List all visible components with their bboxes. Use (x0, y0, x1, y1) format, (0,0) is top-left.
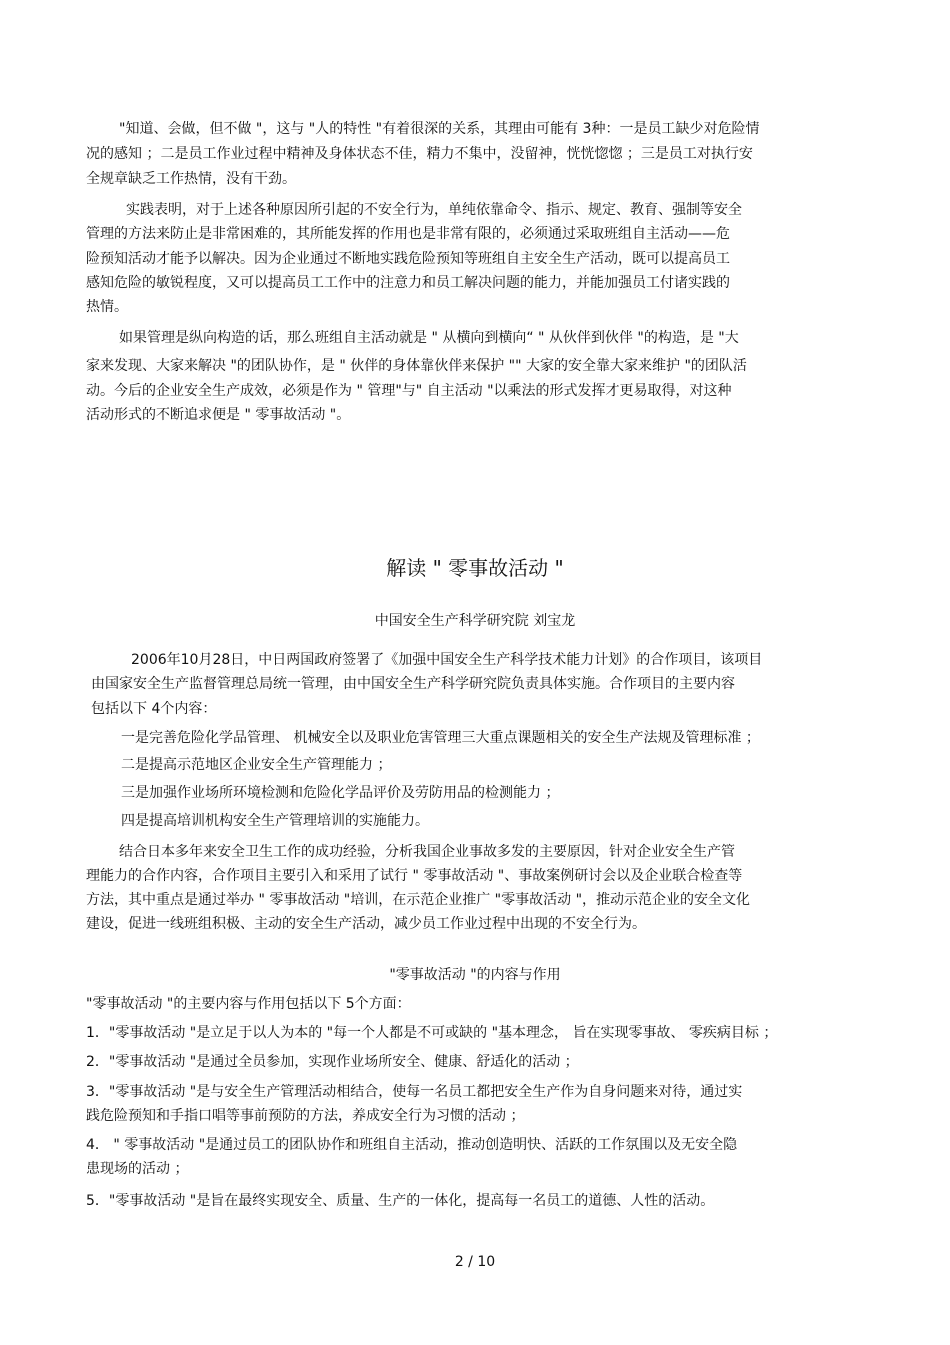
intro-p3-line-2: 家来发现、大家来解决 "的团队协作，是 " 伙伴的身体靠伙伴来保护 "" 大家的安全靠大家来维护 "的团队活 (86, 358, 747, 374)
article-p1-line-1: 2006年10月28日，中日两国政府签署了《加强中国安全生产科学技术能力计划》的合作项目，该项目 (131, 652, 763, 668)
article-p2-line-2: 理能力的合作内容，合作项目主要引入和采用了试行 " 零事故活动 "、事故案例研讨会以及企业联合检查等 (86, 868, 743, 884)
article-title: 解读 " 零事故活动 " (386, 556, 564, 580)
article-p2-line-3: 方法，其中重点是通过举办 " 零事故活动 "培训，在示范企业推广 "零事故活动 "，推动示范企业的安全文化 (86, 892, 751, 908)
point-5: 5．"零事故活动 "是旨在最终实现安全、质量、生产的一体化，提高每一名员工的道德、人性的活动。 (86, 1193, 715, 1209)
intro-p3-line-3: 动。今后的企业安全生产成效，必须是作为 " 管理"与" 自主活动 "以乘法的形式发挥才更易取得，对这种 (86, 383, 732, 399)
intro-p2-line-3: 险预知活动才能予以解决。因为企业通过不断地实践危险预知等班组自主安全生产活动，既可以提高员工 (86, 251, 730, 267)
page-number: 2 / 10 (454, 1254, 496, 1270)
point-4-line-1: 4． " 零事故活动 "是通过员工的团队协作和班组自主活动，推动创造明快、活跃的工作氛围以及无安全隐 (86, 1137, 738, 1153)
list-item: 一是完善危险化学品管理、 机械安全以及职业危害管理三大重点课题相关的安全生产法规及管理标准 ； (121, 730, 760, 746)
list-item: 二是提高示范地区企业安全生产管理能力 ； (121, 757, 392, 773)
intro-p1-line-1: "知道、会做，但不做 "，这与 "人的特性 "有着很深的关系，其理由可能有 3种：一是员工缺少对危险情 (119, 121, 760, 137)
intro-p2-line-2: 管理的方法来防止是非常困难的，其所能发挥的作用也是非常有限的，必须通过采取班组自主活动——危 (86, 226, 730, 242)
article-p2-line-4: 建设，促进一线班组积极、主动的安全生产活动，减少员工作业过程中出现的不安全行为。 (86, 916, 646, 932)
intro-p3-line-4: 活动形式的不断追求便是 " 零事故活动 "。 (86, 407, 351, 423)
point-4-line-2: 患现场的活动 ； (86, 1161, 189, 1177)
article-author: 中国安全生产科学研究院 刘宝龙 (374, 613, 576, 629)
intro-p1-line-3: 全规章缺乏工作热情，没有干劲。 (86, 171, 296, 187)
point-3-line-1: 3．"零事故活动 "是与安全生产管理活动相结合，使每一名员工都把安全生产作为自身问题来对待，通过实 (86, 1084, 743, 1100)
article-p1-line-2: 由国家安全生产监督管理总局统一管理，由中国安全生产科学研究院负责具体实施。合作项目的主要内容 (91, 676, 735, 692)
article-p2-line-1: 结合日本多年来安全卫生工作的成功经验，分析我国企业事故多发的主要原因，针对企业安全生产管 (119, 844, 735, 860)
intro-p3-line-1: 如果管理是纵向构造的话，那么班组自主活动就是 " 从横向到横向“ " 从伙伴到伙伴 "的构造，是 "大 (119, 330, 739, 346)
intro-p2-line-4: 感知危险的敏锐程度，又可以提高员工工作中的注意力和员工解决问题的能力，并能加强员工付诸实践的 (86, 275, 730, 291)
intro-p2-line-1: 实践表明，对于上述各种原因所引起的不安全行为，单纯依靠命令、指示、规定、教育、强制等安全 (126, 202, 742, 218)
point-1: 1．"零事故活动 "是立足于以人为本的 "每一个人都是不可或缺的 "基本理念， 旨在实现零事故、 零疾病目标 ； (86, 1025, 778, 1041)
section-subheading: "零事故活动 "的内容与作用 (389, 967, 561, 983)
list-item: 三是加强作业场所环境检测和危险化学品评价及劳防用品的检测能力 ； (121, 785, 560, 801)
list-item: 四是提高培训机构安全生产管理培训的实施能力。 (121, 813, 429, 829)
point-3-line-2: 践危险预知和手指口唱等事前预防的方法，养成安全行为习惯的活动 ； (86, 1108, 525, 1124)
article-p1-line-3: 包括以下 4个内容： (91, 701, 217, 717)
points-lead: "零事故活动 "的主要内容与作用包括以下 5个方面： (86, 996, 411, 1012)
point-2: 2．"零事故活动 "是通过全员参加，实现作业场所安全、健康、舒适化的活动 ； (86, 1054, 579, 1070)
intro-p2-line-5: 热情。 (86, 299, 128, 315)
intro-p1-line-2: 况的感知 ；二是员工作业过程中精神及身体状态不佳，精力不集中，没留神，恍恍惚惚 ；三是员工对执行安 (86, 146, 753, 162)
